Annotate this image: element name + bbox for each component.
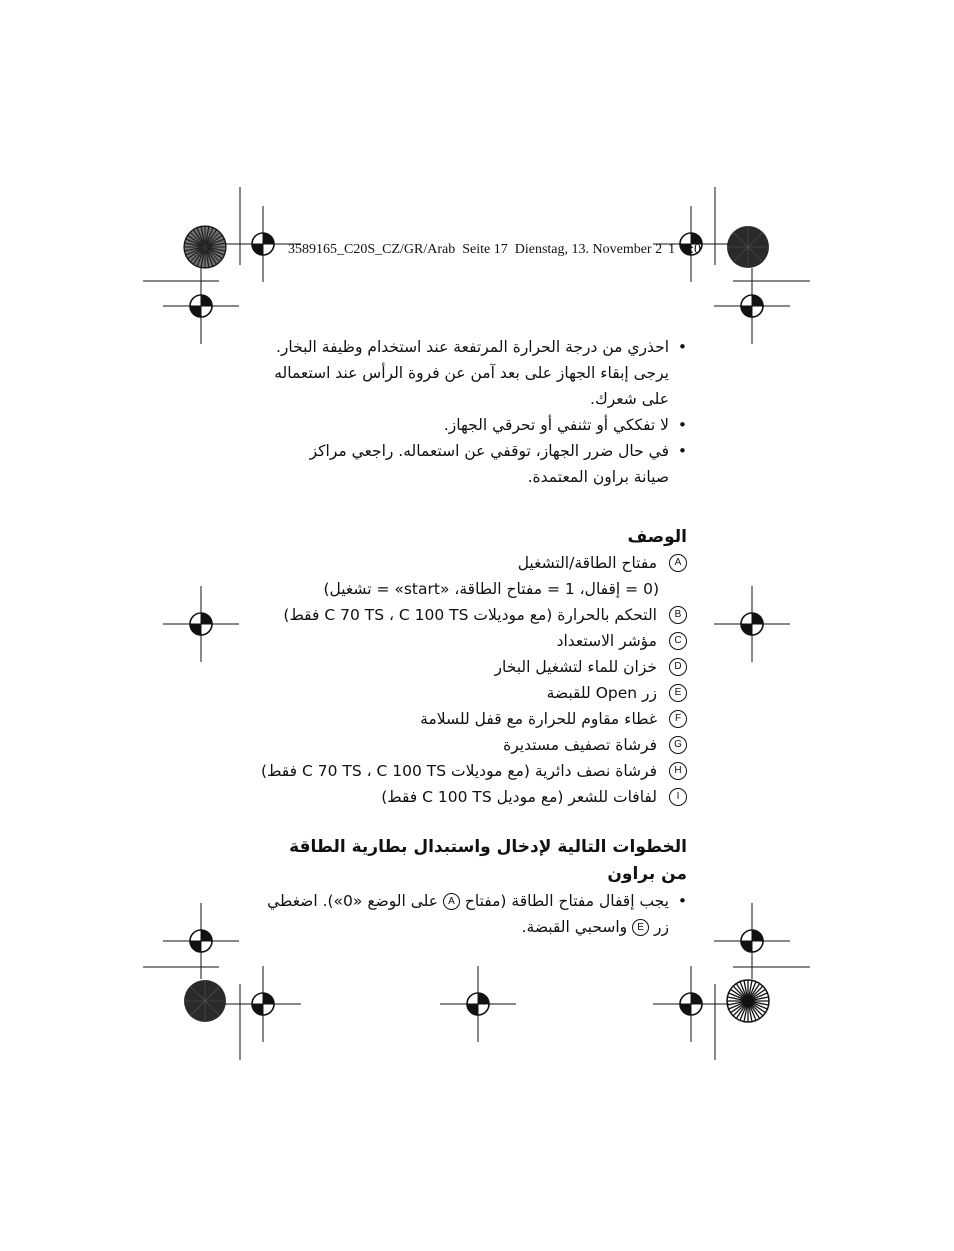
safety-item: • احذري من درجة الحرارة المرتفعة عند استخدام وظيفة البخار. يرجى إبقاء الجهاز على بعد آمن عن فروة الرأس عند استعماله على شعرك. — [255, 334, 687, 412]
letter-a-badge: A — [443, 893, 460, 910]
part-item-e — [255, 680, 687, 706]
letter-g-badge: G — [669, 736, 687, 754]
step-text: واسحبي القبضة. — [521, 918, 628, 936]
step-text: على الوضع «0»). اضغطي زر — [267, 892, 669, 936]
part-item-a-detail — [255, 576, 687, 602]
letter-i-badge: I — [669, 788, 687, 806]
part-label: غطاء مقاوم للحرارة مع قفل للسلامة — [420, 710, 657, 728]
battery-heading-line2: من براون — [607, 864, 687, 884]
part-item-h — [255, 758, 687, 784]
letter-h-badge: H — [669, 762, 687, 780]
battery-heading-line1: الخطوات التالية لإدخال واستبدال بطارية الطاقة — [289, 837, 687, 857]
part-item-f — [255, 706, 687, 732]
description-heading: الوصف — [627, 527, 687, 547]
manual-page-content — [255, 334, 687, 940]
battery-steps — [255, 888, 687, 940]
part-item-d — [255, 654, 687, 680]
letter-c-badge: C — [669, 632, 687, 650]
battery-heading — [255, 834, 687, 888]
part-label: زر Open للقبضة — [546, 684, 657, 702]
slug-time: 7:0 — [683, 242, 701, 257]
part-item-c — [255, 628, 687, 654]
part-label: التحكم بالحرارة (مع موديلات C 70 TS ، C 100 TS فقط) — [283, 606, 657, 624]
slug-date: Dienstag, 13. November 2 — [514, 242, 663, 257]
safety-item: • لا تفككي أو تثنفي أو تحرقي الجهاز. — [255, 412, 687, 438]
print-slug-header — [288, 242, 736, 262]
step-text: يجب إقفال مفتاح الطاقة (مفتاح — [464, 892, 669, 910]
part-item-a — [255, 550, 687, 576]
part-item-g — [255, 732, 687, 758]
part-label: مفتاح الطاقة/التشغيل — [517, 554, 657, 572]
parts-list — [255, 550, 687, 810]
letter-d-badge: D — [669, 658, 687, 676]
color-patch-bottom-left — [184, 980, 226, 1022]
part-label: خزان للماء لتشغيل البخار — [494, 658, 657, 676]
slug-text: 3589165_C20S_CZ/GR/Arab — [288, 242, 456, 257]
part-label: فرشاة نصف دائرية (مع موديلات C 70 TS ، C 100 TS فقط) — [261, 762, 657, 780]
letter-e-badge: E — [669, 684, 687, 702]
slug-page: Seite 17 — [462, 242, 508, 257]
part-label: مؤشر الاستعداد — [556, 632, 657, 650]
part-detail: (0 = إقفال، 1 = مفتاح الطاقة، «start» = تشغيل) — [323, 580, 659, 598]
safety-list — [255, 334, 687, 490]
letter-e-badge: E — [632, 919, 649, 936]
battery-step — [255, 888, 687, 940]
part-item-i — [255, 784, 687, 810]
letter-f-badge: F — [669, 710, 687, 728]
letter-b-badge: B — [669, 606, 687, 624]
part-label: فرشاة تصفيف مستديرة — [503, 736, 657, 754]
letter-a-badge: A — [669, 554, 687, 572]
slug-overlap: 1 — [668, 242, 676, 257]
part-label: لفافات للشعر (مع موديل C 100 TS فقط) — [381, 788, 657, 806]
part-item-b — [255, 602, 687, 628]
safety-item: • في حال ضرر الجهاز، توقفي عن استعماله. راجعي مراكز صيانة براون المعتمدة. — [255, 438, 687, 490]
